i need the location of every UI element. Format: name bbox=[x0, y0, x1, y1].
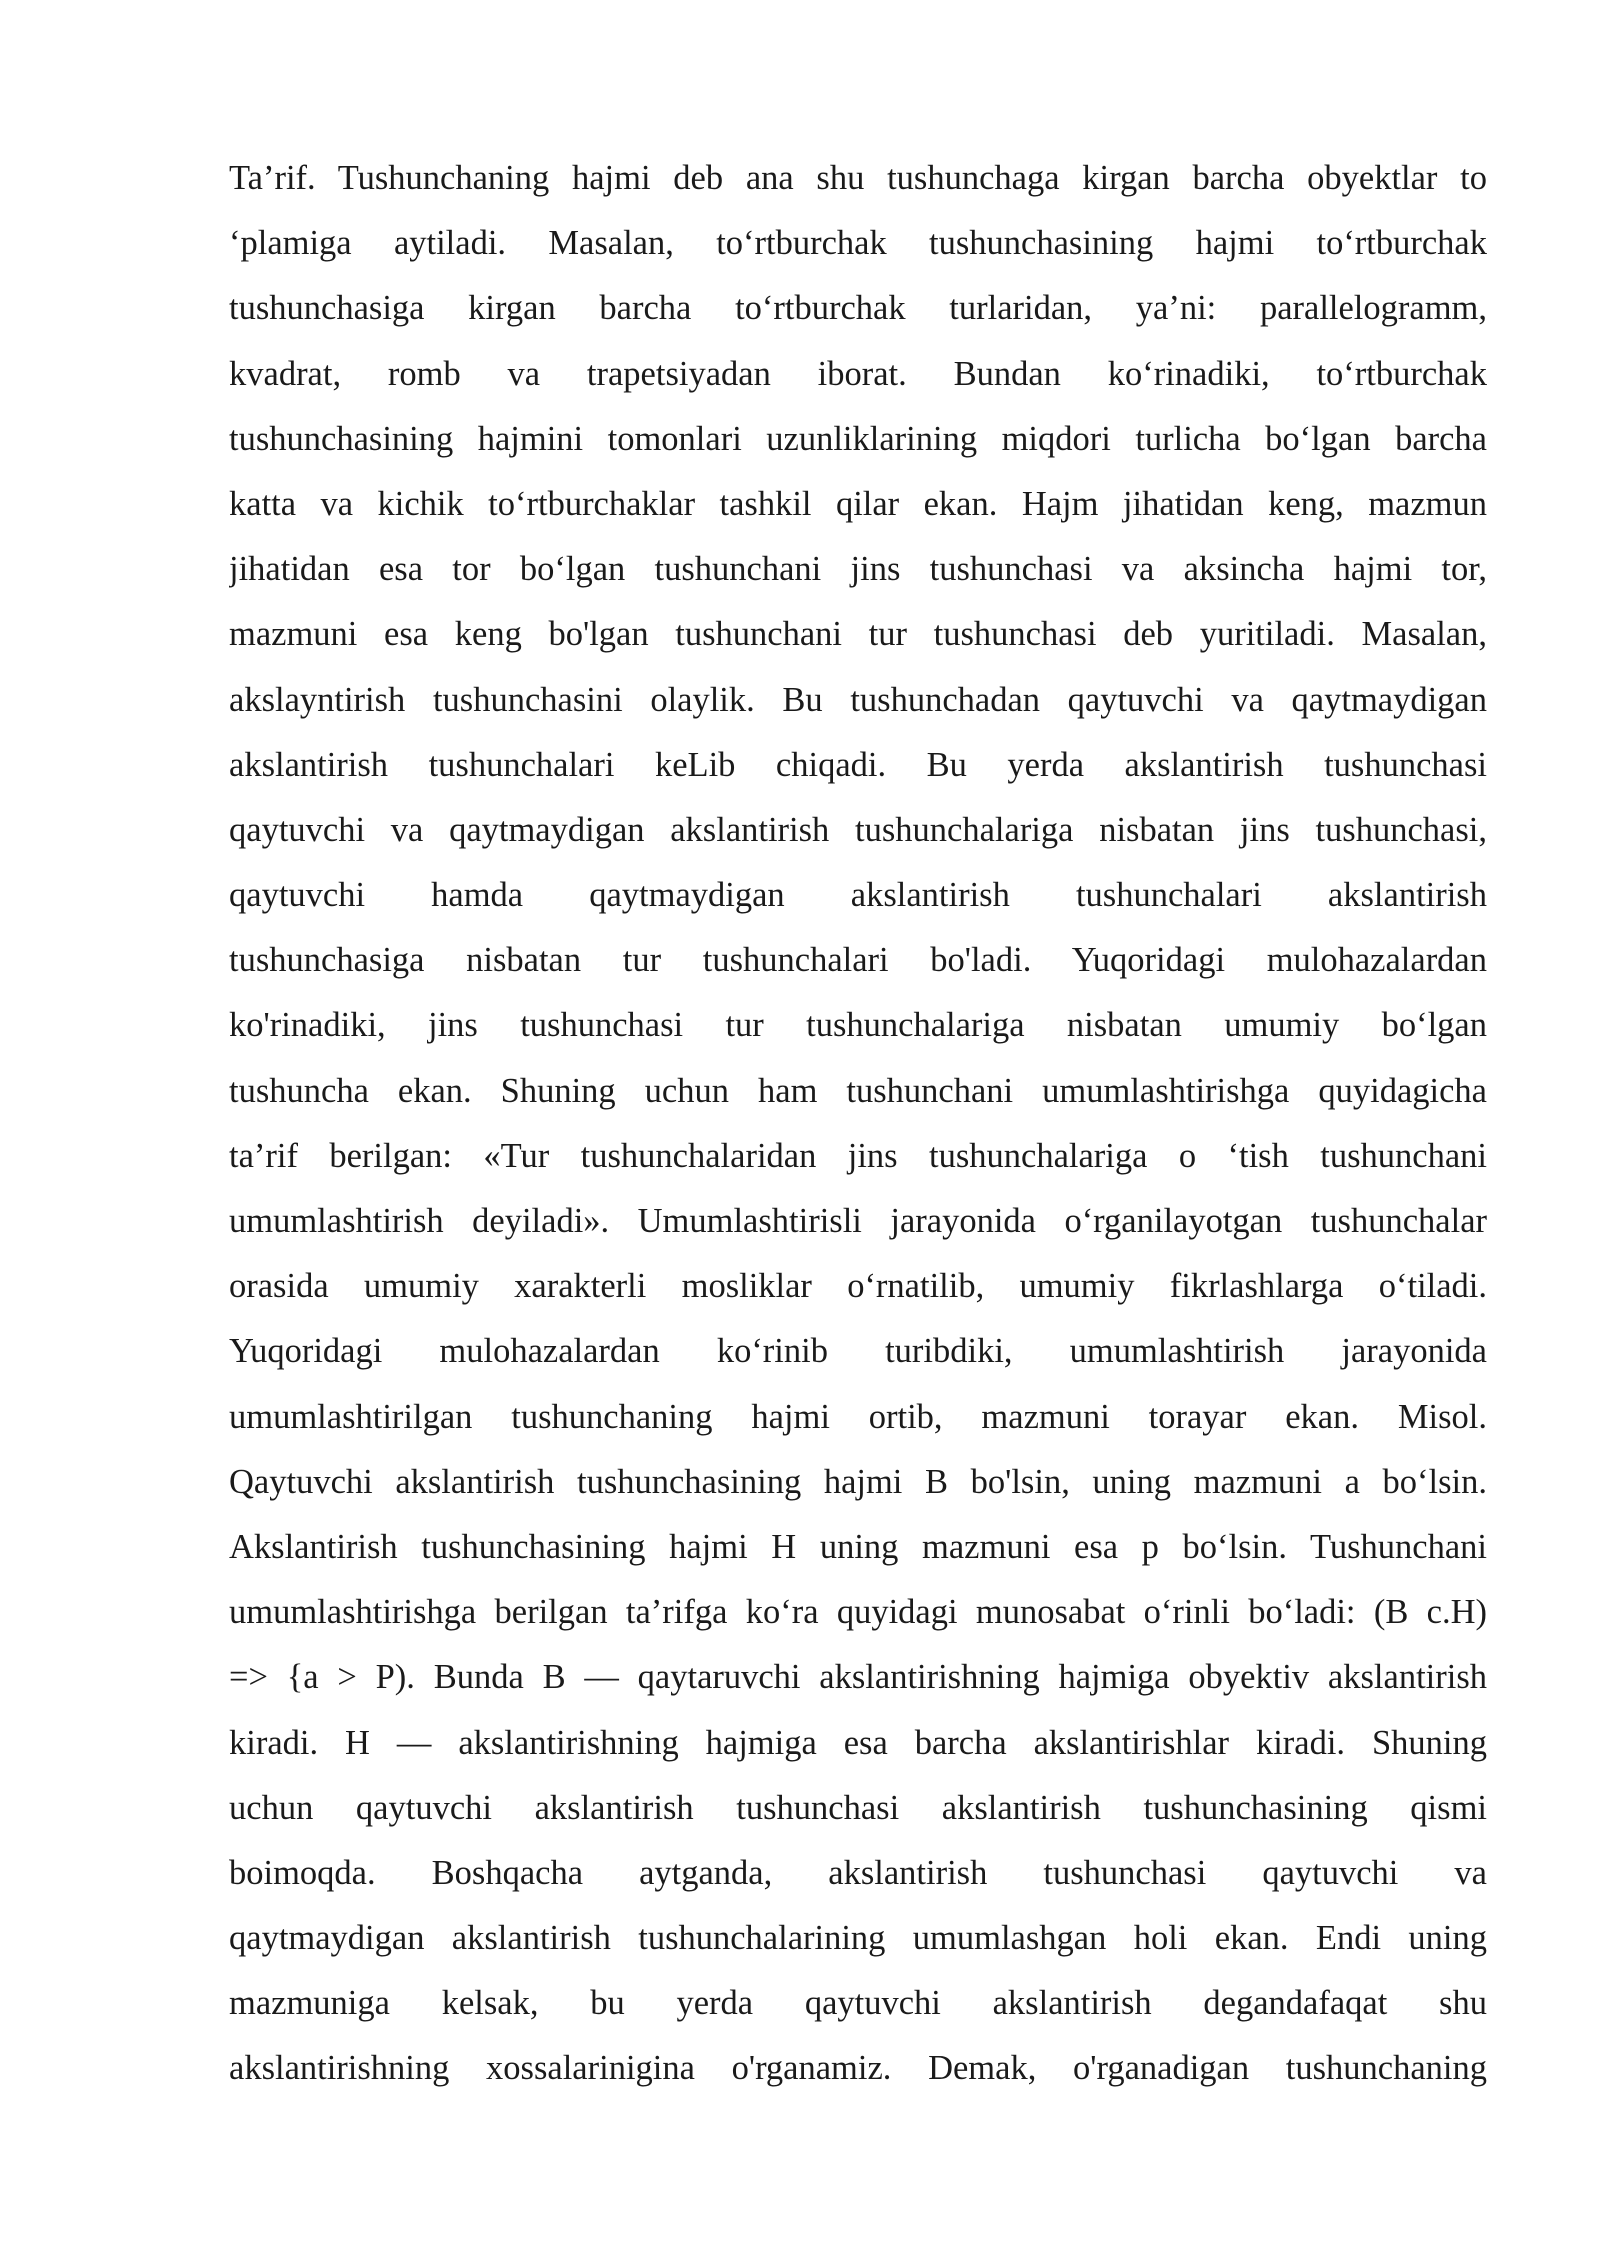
text-line: akslayntirish tushunchasini olaylik. Bu tushunchadan qaytuvchi va qaytmaydigan bbox=[229, 680, 1487, 719]
text-line: tushuncha ekan. Shuning uchun ham tushunchani umumlashtirishga quyidagicha bbox=[229, 1071, 1487, 1110]
text-line: jihatidan esa tor bo‘lgan tushunchani jins tushunchasi va aksincha hajmi tor, bbox=[229, 550, 1487, 589]
text-line: Qaytuvchi akslantirish tushunchasining hajmi B bo'lsin, uning mazmuni a bo‘lsin. bbox=[229, 1462, 1487, 1501]
text-line: tushunchasiga kirgan barcha to‘rtburchak turlaridan, ya’ni: parallelogramm, bbox=[229, 289, 1487, 328]
text-line: Yuqoridagi mulohazalardan ko‘rinib turibdiki, umumlashtirish jarayonida bbox=[229, 1332, 1487, 1371]
text-line: qaytmaydigan akslantirish tushunchalarining umumlashgan holi ekan. Endi uning bbox=[229, 1919, 1487, 1958]
text-line: umumlashtirishga berilgan ta’rifga ko‘ra quyidagi munosabat o‘rinli bo‘ladi: (B c.H) bbox=[229, 1593, 1487, 1632]
text-line: akslantirish tushunchalari keLib chiqadi. Bu yerda akslantirish tushunchasi bbox=[229, 745, 1487, 784]
text-line: mazmuni esa keng bo'lgan tushunchani tur tushunchasi deb yuritiladi. Masalan, bbox=[229, 615, 1487, 654]
text-line: tushunchasining hajmini tomonlari uzunliklarining miqdori turlicha bo‘lgan barcha bbox=[229, 419, 1487, 458]
text-line: Akslantirish tushunchasining hajmi H uning mazmuni esa p bo‘lsin. Tushunchani bbox=[229, 1527, 1487, 1566]
text-line: kvadrat, romb va trapetsiyadan iborat. Bundan ko‘rinadiki, to‘rtburchak bbox=[229, 354, 1487, 393]
text-line: orasida umumiy xarakterli mosliklar o‘rnatilib, umumiy fikrlashlarga o‘tiladi. bbox=[229, 1267, 1487, 1306]
text-line: ta’rif berilgan: «Tur tushunchalaridan jins tushunchalariga o ‘tish tushunchani bbox=[229, 1136, 1487, 1175]
text-line: ko'rinadiki, jins tushunchasi tur tushunchalariga nisbatan umumiy bo‘lgan bbox=[229, 1006, 1487, 1045]
text-line: qaytuvchi va qaytmaydigan akslantirish tushunchalariga nisbatan jins tushunchasi, bbox=[229, 810, 1487, 849]
text-line: mazmuniga kelsak, bu yerda qaytuvchi akslantirish degandafaqat shu bbox=[229, 1984, 1487, 2023]
text-line: boimoqda. Boshqacha aytganda, akslantirish tushunchasi qaytuvchi va bbox=[229, 1853, 1487, 1892]
text-line: kiradi. H — akslantirishning hajmiga esa barcha akslantirishlar kiradi. Shuning bbox=[229, 1723, 1487, 1762]
text-line: uchun qaytuvchi akslantirish tushunchasi akslantirish tushunchasining qismi bbox=[229, 1788, 1487, 1827]
text-line: umumlashtirilgan tushunchaning hajmi ortib, mazmuni torayar ekan. Misol. bbox=[229, 1397, 1487, 1436]
text-line: umumlashtirish deyiladi». Umumlashtirisli jarayonida o‘rganilayotgan tushunchalar bbox=[229, 1202, 1487, 1240]
text-line: Ta’rif. Tushunchaning hajmi deb ana shu tushunchaga kirgan barcha obyektlar to bbox=[229, 159, 1487, 197]
text-line: tushunchasiga nisbatan tur tushunchalari bo'ladi. Yuqoridagi mulohazalardan bbox=[229, 941, 1487, 980]
text-line: katta va kichik to‘rtburchaklar tashkil qilar ekan. Hajm jihatidan keng, mazmun bbox=[229, 484, 1487, 523]
text-line: ‘plamiga aytiladi. Masalan, to‘rtburchak tushunchasining hajmi to‘rtburchak bbox=[229, 224, 1487, 263]
text-line: akslantirishning xossalarinigina o'rganamiz. Demak, o'rganadigan tushunchaning bbox=[229, 2049, 1487, 2088]
text-line: qaytuvchi hamda qaytmaydigan akslantirish tushunchalari akslantirish bbox=[229, 876, 1487, 915]
body-text bbox=[229, 146, 1487, 2102]
text-line: => {a > P). Bunda B — qaytaruvchi akslantirishning hajmiga obyektiv akslantirish bbox=[229, 1658, 1487, 1697]
